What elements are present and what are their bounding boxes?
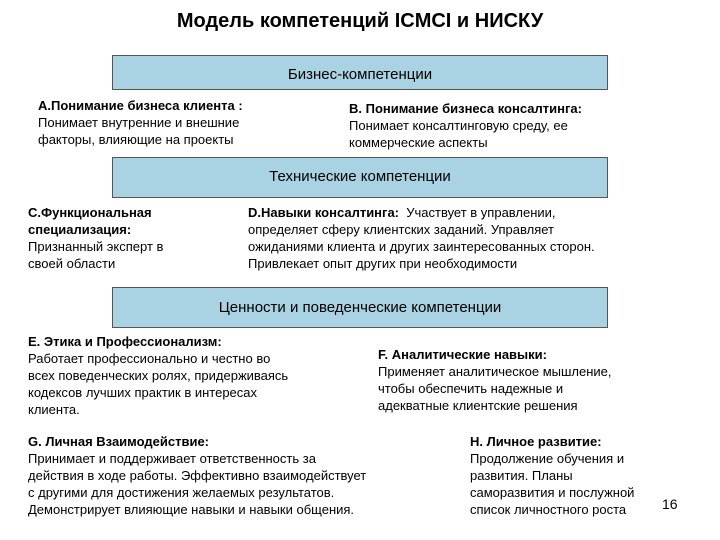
business-competencies-band bbox=[112, 55, 608, 90]
block-h bbox=[470, 433, 634, 518]
block-a-line: факторы, влияющие на проекты bbox=[38, 132, 234, 147]
block-a-line: Понимает внутренние и внешние bbox=[38, 115, 240, 130]
technical-competencies-band bbox=[112, 157, 608, 198]
block-g-line: действия в ходе работы. Эффективно взаимодействует bbox=[28, 468, 367, 483]
block-d-heading: D.Навыки консалтинга: bbox=[248, 205, 400, 220]
values-competencies-band bbox=[112, 287, 608, 328]
block-f-line: адекватные клиентские решения bbox=[378, 398, 578, 413]
block-b-heading: В. Понимание бизнеса консалтинга: bbox=[349, 101, 582, 116]
block-g-heading: G. Личная Взаимодействие: bbox=[28, 434, 210, 449]
block-c-line: своей области bbox=[28, 256, 116, 271]
block-e-line: Работает профессионально и честно во bbox=[28, 351, 271, 366]
block-g-line: Демонстрирует влияющие навыки и навыки общения. bbox=[28, 502, 355, 517]
block-g bbox=[28, 433, 366, 518]
block-f bbox=[378, 346, 612, 414]
block-b bbox=[349, 100, 582, 151]
block-c bbox=[28, 204, 163, 272]
technical-band-label: Технические компетенции bbox=[269, 168, 451, 185]
block-d-line: определяет сферу клиентских заданий. Управляет bbox=[248, 222, 554, 237]
block-a-heading: А.Понимание бизнеса клиента : bbox=[38, 98, 243, 113]
block-h-line: список личностного роста bbox=[470, 502, 627, 517]
block-f-line: Применяет аналитическое мышление, bbox=[378, 364, 612, 379]
business-band-label: Бизнес-компетенции bbox=[287, 66, 433, 83]
page-number: 16 bbox=[662, 496, 678, 512]
block-c-heading-2: специализация: bbox=[28, 222, 132, 237]
block-e bbox=[28, 333, 288, 418]
block-b-line: Понимает консалтинговую среду, ее bbox=[349, 118, 568, 133]
block-b-line: коммерческие аспекты bbox=[349, 135, 488, 150]
block-c-heading: С.Функциональная bbox=[28, 205, 152, 220]
block-h-line: развития. Планы bbox=[470, 468, 573, 483]
block-f-line: чтобы обеспечить надежные и bbox=[378, 381, 564, 396]
block-d-first-line: Участвует в управлении, bbox=[399, 205, 556, 220]
block-e-heading: Е. Этика и Профессионализм: bbox=[28, 334, 222, 349]
page-title: Модель компетенций ICMCI и НИСКУ bbox=[176, 10, 544, 32]
block-h-heading: H. Личное развитие: bbox=[470, 434, 602, 449]
values-band-label: Ценности и поведенческие компетенции bbox=[218, 299, 502, 316]
block-e-line: кодексов лучших практик в интересах bbox=[28, 385, 258, 400]
block-h-line: Продолжение обучения и bbox=[470, 451, 625, 466]
block-h-line: саморазвития и послужной bbox=[470, 485, 635, 500]
block-f-heading: F. Аналитические навыки: bbox=[378, 347, 547, 362]
block-e-line: клиента. bbox=[28, 402, 80, 417]
block-d-line: ожиданиями клиента и других заинтересованных сторон. bbox=[248, 239, 595, 254]
block-e-line: всех поведенческих ролях, придерживаясь bbox=[28, 368, 289, 383]
block-a bbox=[38, 97, 243, 148]
block-d-line: Привлекает опыт других при необходимости bbox=[248, 256, 518, 271]
block-c-line: Признанный эксперт в bbox=[28, 239, 164, 254]
block-d bbox=[248, 204, 595, 272]
block-g-line: с другими для достижения желаемых результатов. bbox=[28, 485, 335, 500]
block-g-line: Принимает и поддерживает ответственность за bbox=[28, 451, 316, 466]
